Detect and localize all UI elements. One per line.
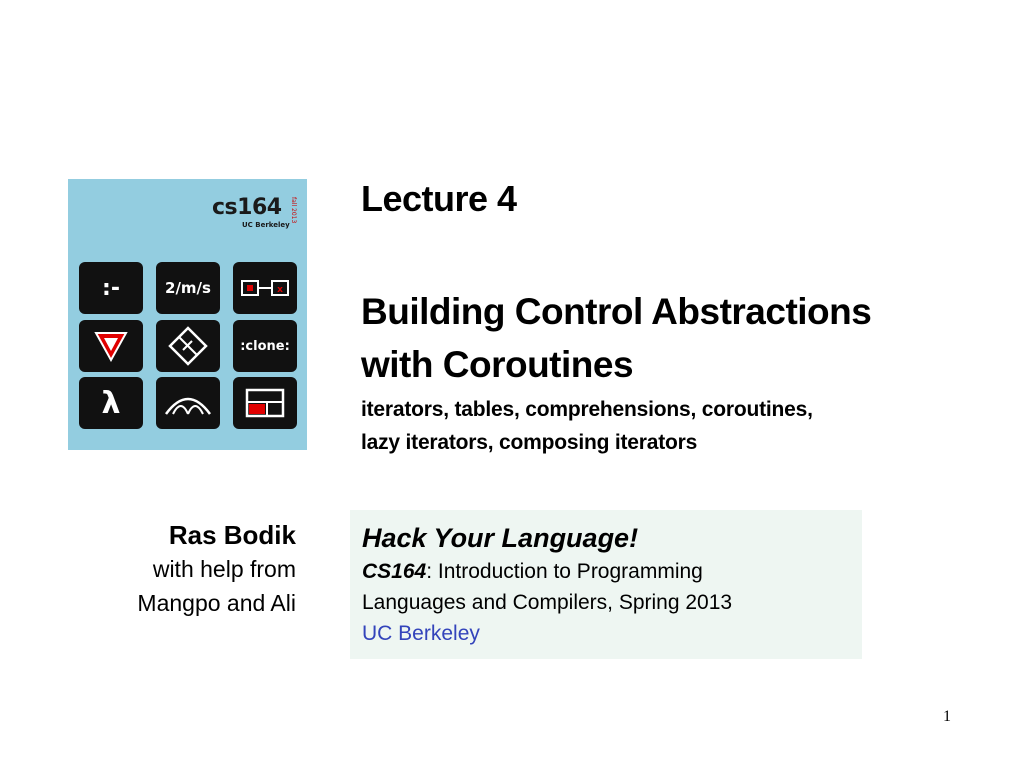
linked-list-icon <box>233 262 297 314</box>
lambda-icon: λ <box>79 377 143 429</box>
arches-icon <box>156 377 220 429</box>
clone-icon: :clone: <box>233 320 297 372</box>
author-block <box>137 518 296 620</box>
yield-sign-icon <box>79 320 143 372</box>
author-name: Ras Bodik <box>168 520 296 550</box>
slide-subtitle-line-1: iterators, tables, comprehensions, coroutines, <box>361 398 813 421</box>
diamond-grid-icon <box>156 320 220 372</box>
course-description <box>362 556 850 618</box>
course-logo <box>68 179 307 450</box>
page-number: 1 <box>943 708 951 725</box>
slide-subtitle <box>361 393 961 459</box>
author-line-2: with help from <box>152 556 296 582</box>
course-info-box <box>350 510 862 659</box>
layout-box-icon <box>233 377 297 429</box>
slide-title <box>361 285 961 391</box>
course-description-line-2: Languages and Compilers, Spring 2013 <box>362 591 733 614</box>
logo-subtitle: UC Berkeley <box>242 221 290 229</box>
slide-title-line-2: with Coroutines <box>361 344 634 385</box>
prolog-rule-icon: :- <box>79 262 143 314</box>
lecture-number: Lecture 4 <box>361 178 517 219</box>
svg-text:x: x <box>277 285 283 295</box>
course-code: CS164 <box>362 560 427 583</box>
slide-subtitle-line-2: lazy iterators, composing iterators <box>361 431 698 454</box>
slide-title-line-1: Building Control Abstractions <box>361 291 872 332</box>
logo-year: fall 2013 <box>290 197 297 224</box>
course-description-line-1: : Introduction to Programming <box>426 560 703 583</box>
logo-title: cs164 <box>212 195 282 220</box>
units-icon: 2/m/s <box>156 262 220 314</box>
school-link[interactable]: UC Berkeley <box>362 622 480 645</box>
course-tagline: Hack Your Language! <box>362 523 639 553</box>
author-line-3: Mangpo and Ali <box>137 590 296 616</box>
